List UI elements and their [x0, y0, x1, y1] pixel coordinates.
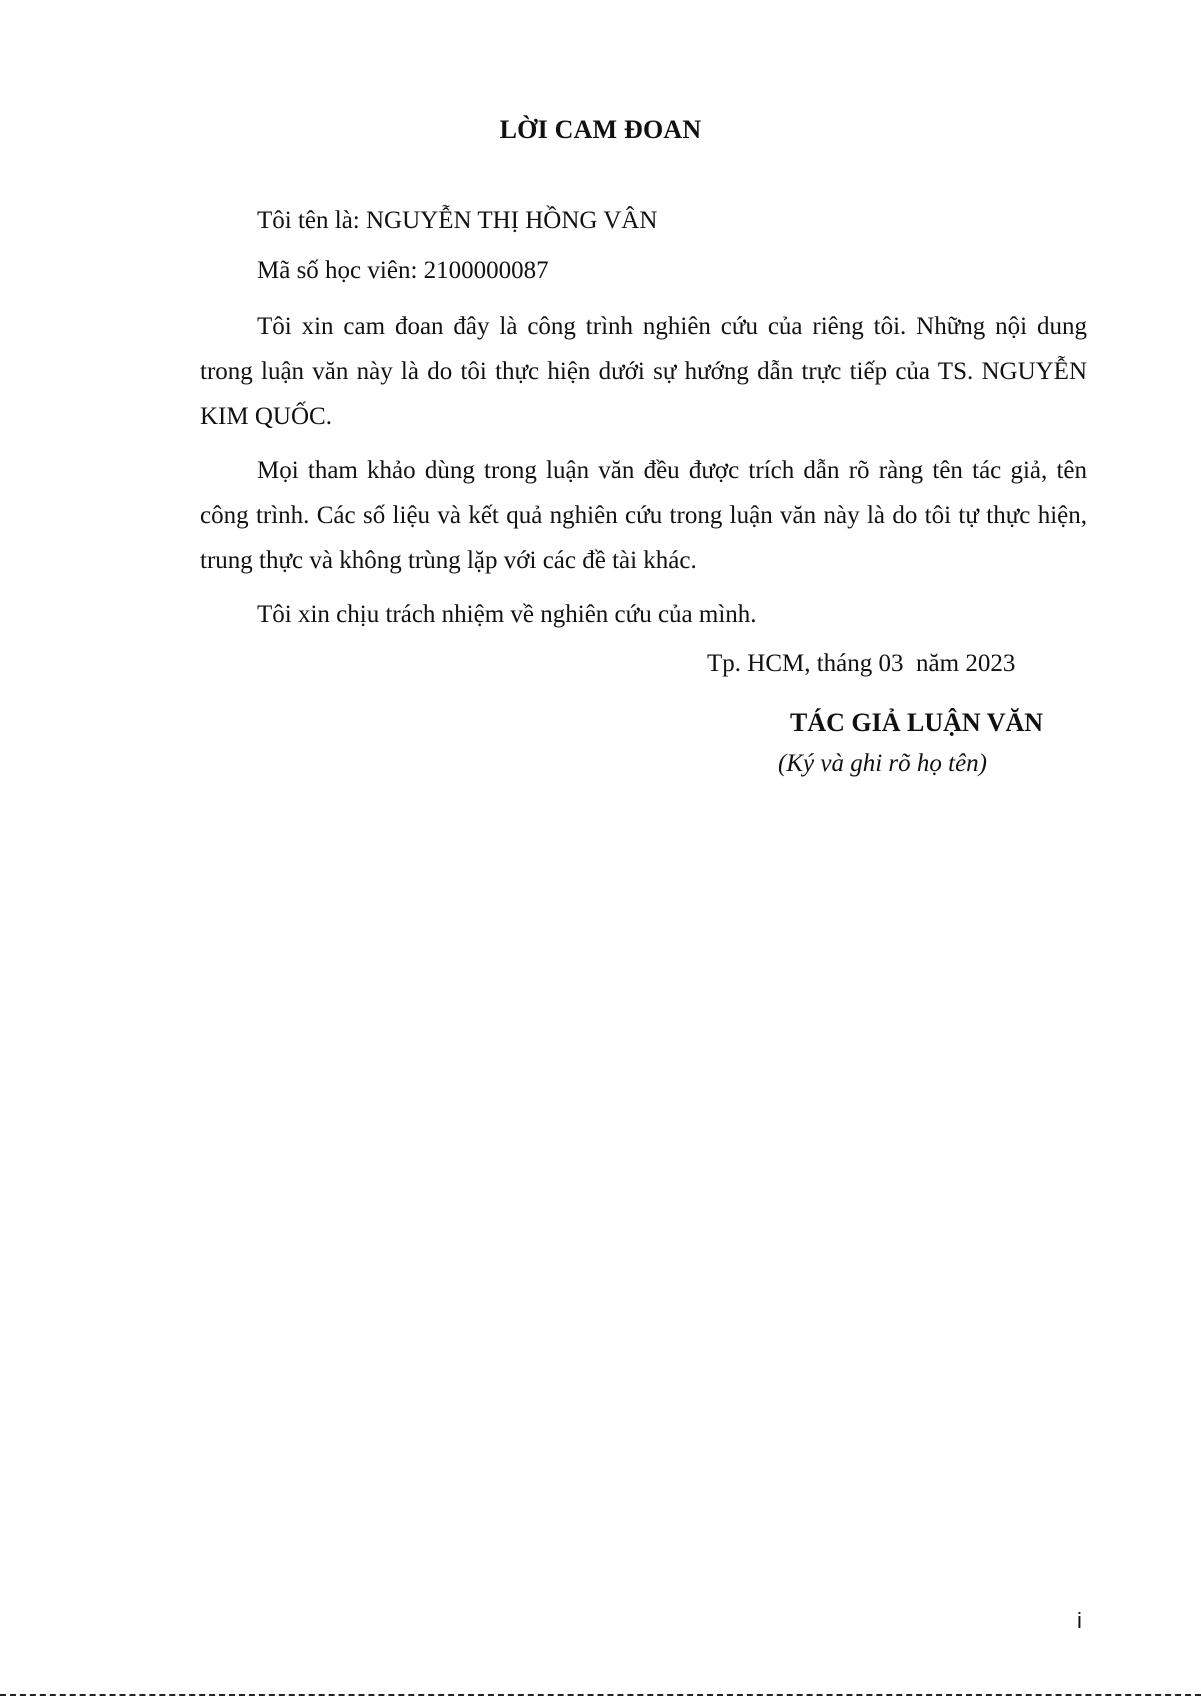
page-title: LỜI CAM ĐOAN — [499, 115, 702, 144]
declaration-paragraph: Tôi xin cam đoan đây là công trình nghiên cứu của riêng tôi. Những nội dung trong luận văn này là do tôi thực hiện dưới sự hướng dẫn trực tiếp của TS. NGUYỄN KIM QUỐC. — [200, 313, 1087, 430]
citation-paragraph: Mọi tham khảo dùng trong luận văn đều được trích dẫn rõ ràng tên tác giả, tên công trình. Các số liệu và kết quả nghiên cứu trong luận văn này là do tôi tự thực hiện, trung thực và không trùng lặp với các đề tài khác. — [200, 457, 1087, 574]
author-name-line: Tôi tên là: NGUYỄN THỊ HỒNG VÂN — [257, 207, 658, 234]
place-date: Tp. HCM, tháng 03 năm 2023 — [707, 650, 1016, 677]
signature-title: TÁC GIẢ LUẬN VĂN — [790, 708, 1044, 737]
page-bottom-rule — [0, 1694, 1201, 1696]
signature-note: (Ký và ghi rõ họ tên) — [778, 750, 987, 777]
student-id-line: Mã số học viên: 2100000087 — [257, 257, 549, 284]
page-number: i — [1077, 1608, 1082, 1633]
responsibility-paragraph: Tôi xin chịu trách nhiệm về nghiên cứu của mình. — [257, 601, 757, 628]
